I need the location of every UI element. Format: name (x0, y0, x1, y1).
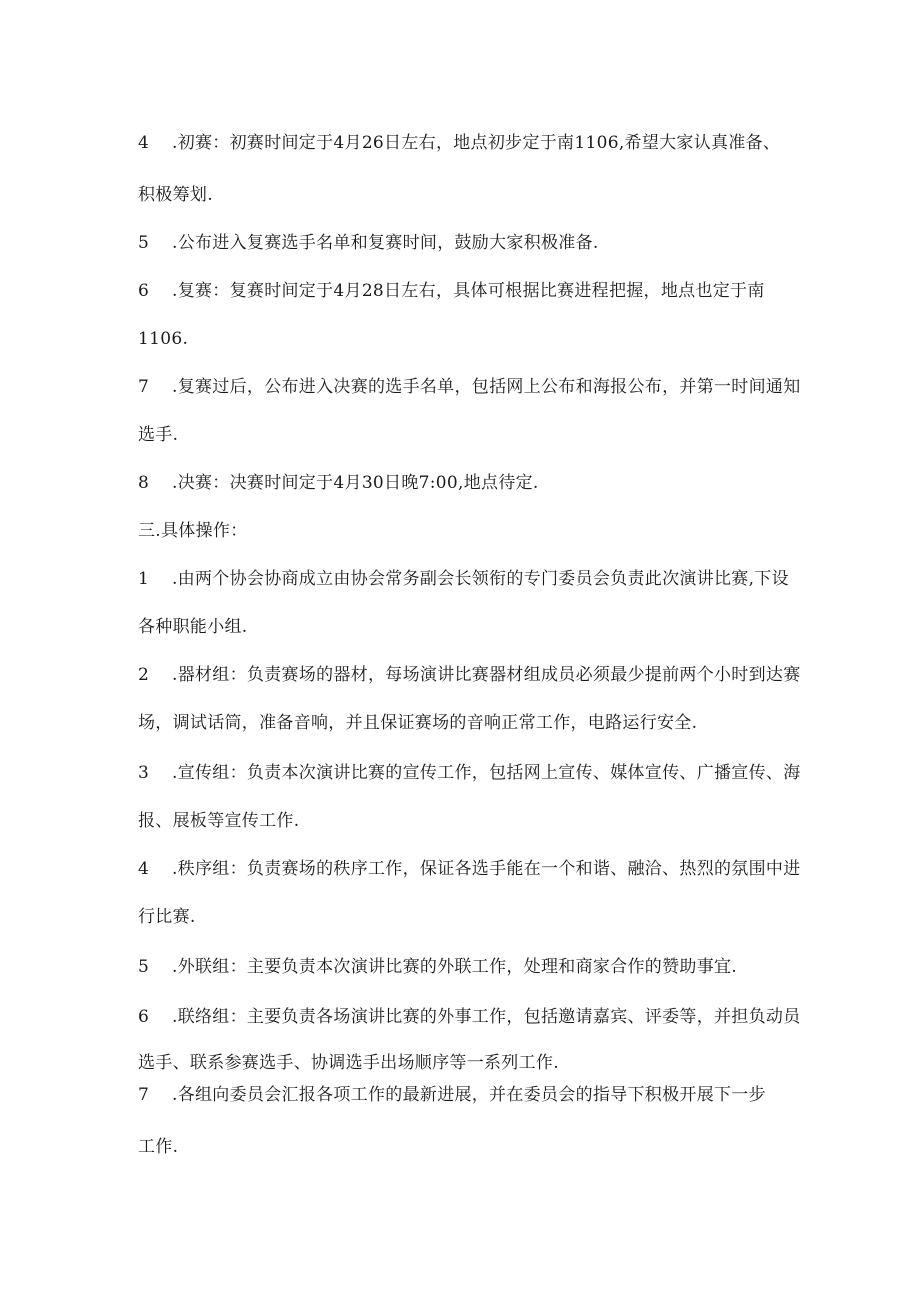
op-1-line (138, 568, 789, 590)
item-7-line (138, 376, 801, 398)
op-3-continuation: 报、展板等宣传工作. (138, 811, 300, 831)
item-4-continuation: 积极筹划. (138, 185, 213, 205)
item-6-line (138, 280, 765, 302)
item-text: .宣传组：负责本次演讲比赛的宣传工作，包括网上宣传、媒体宣传、广播宣传、海 (172, 763, 801, 783)
item-text: .初赛：初赛时间定于4月26日左右，地点初步定于南1106,希望大家认真准备、 (172, 133, 781, 153)
item-number: 6 (138, 1007, 150, 1027)
item-7-continuation: 选手. (138, 425, 179, 445)
item-number: 2 (138, 665, 150, 685)
item-number: 6 (138, 281, 150, 301)
op-6-continuation: 选手、联系参赛选手、协调选手出场顺序等一系列工作. (138, 1053, 559, 1073)
op-7-line (138, 1084, 766, 1106)
item-text: .联络组：主要负责各场演讲比赛的外事工作，包括邀请嘉宾、评委等，并担负动员 (172, 1007, 801, 1027)
op-5-line (138, 956, 737, 978)
item-text: .各组向委员会汇报各项工作的最新进展，并在委员会的指导下积极开展下一步 (172, 1085, 766, 1105)
op-2-line (138, 664, 801, 686)
item-number: 3 (138, 763, 150, 783)
item-text: .秩序组：负责赛场的秩序工作，保证各选手能在一个和谐、融洽、热烈的氛围中进 (172, 859, 801, 879)
item-8-line (138, 472, 539, 494)
op-3-line (138, 762, 801, 784)
item-text: .复赛：复赛时间定于4月28日左右，具体可根据比赛进程把握，地点也定于南 (172, 281, 765, 301)
op-2-continuation: 场，调试话筒，准备音响，并且保证赛场的音响正常工作，电路运行安全. (138, 713, 698, 733)
item-text: .由两个协会协商成立由协会常务副会长领衔的专门委员会负责此次演讲比赛,下设 (172, 569, 789, 589)
item-4-line (138, 132, 780, 154)
op-4-line (138, 858, 801, 880)
section-heading: 三.具体操作： (138, 521, 248, 541)
item-text: .复赛过后，公布进入决赛的选手名单，包括网上公布和海报公布，并第一时间通知 (172, 377, 801, 397)
item-number: 4 (138, 133, 150, 153)
item-text: .外联组：主要负责本次演讲比赛的外联工作，处理和商家合作的赞助事宜. (172, 957, 738, 977)
item-number: 7 (138, 377, 150, 397)
item-5-line (138, 232, 599, 254)
item-text: .器材组：负责赛场的器材，每场演讲比赛器材组成员必须最少提前两个小时到达赛 (172, 665, 801, 685)
op-6-line (138, 1006, 801, 1028)
op-7-continuation: 工作. (138, 1137, 179, 1157)
item-6-continuation: 1106. (138, 329, 189, 349)
item-number: 8 (138, 473, 150, 493)
item-text: .公布进入复赛选手名单和复赛时间，鼓励大家积极准备. (172, 233, 599, 253)
item-number: 7 (138, 1085, 150, 1105)
item-number: 5 (138, 957, 150, 977)
op-1-continuation: 各种职能小组. (138, 617, 248, 637)
op-4-continuation: 行比赛. (138, 907, 196, 927)
item-number: 1 (138, 569, 150, 589)
item-text: .决赛：决赛时间定于4月30日晚7:00,地点待定. (172, 473, 539, 493)
item-number: 4 (138, 859, 150, 879)
item-number: 5 (138, 233, 150, 253)
